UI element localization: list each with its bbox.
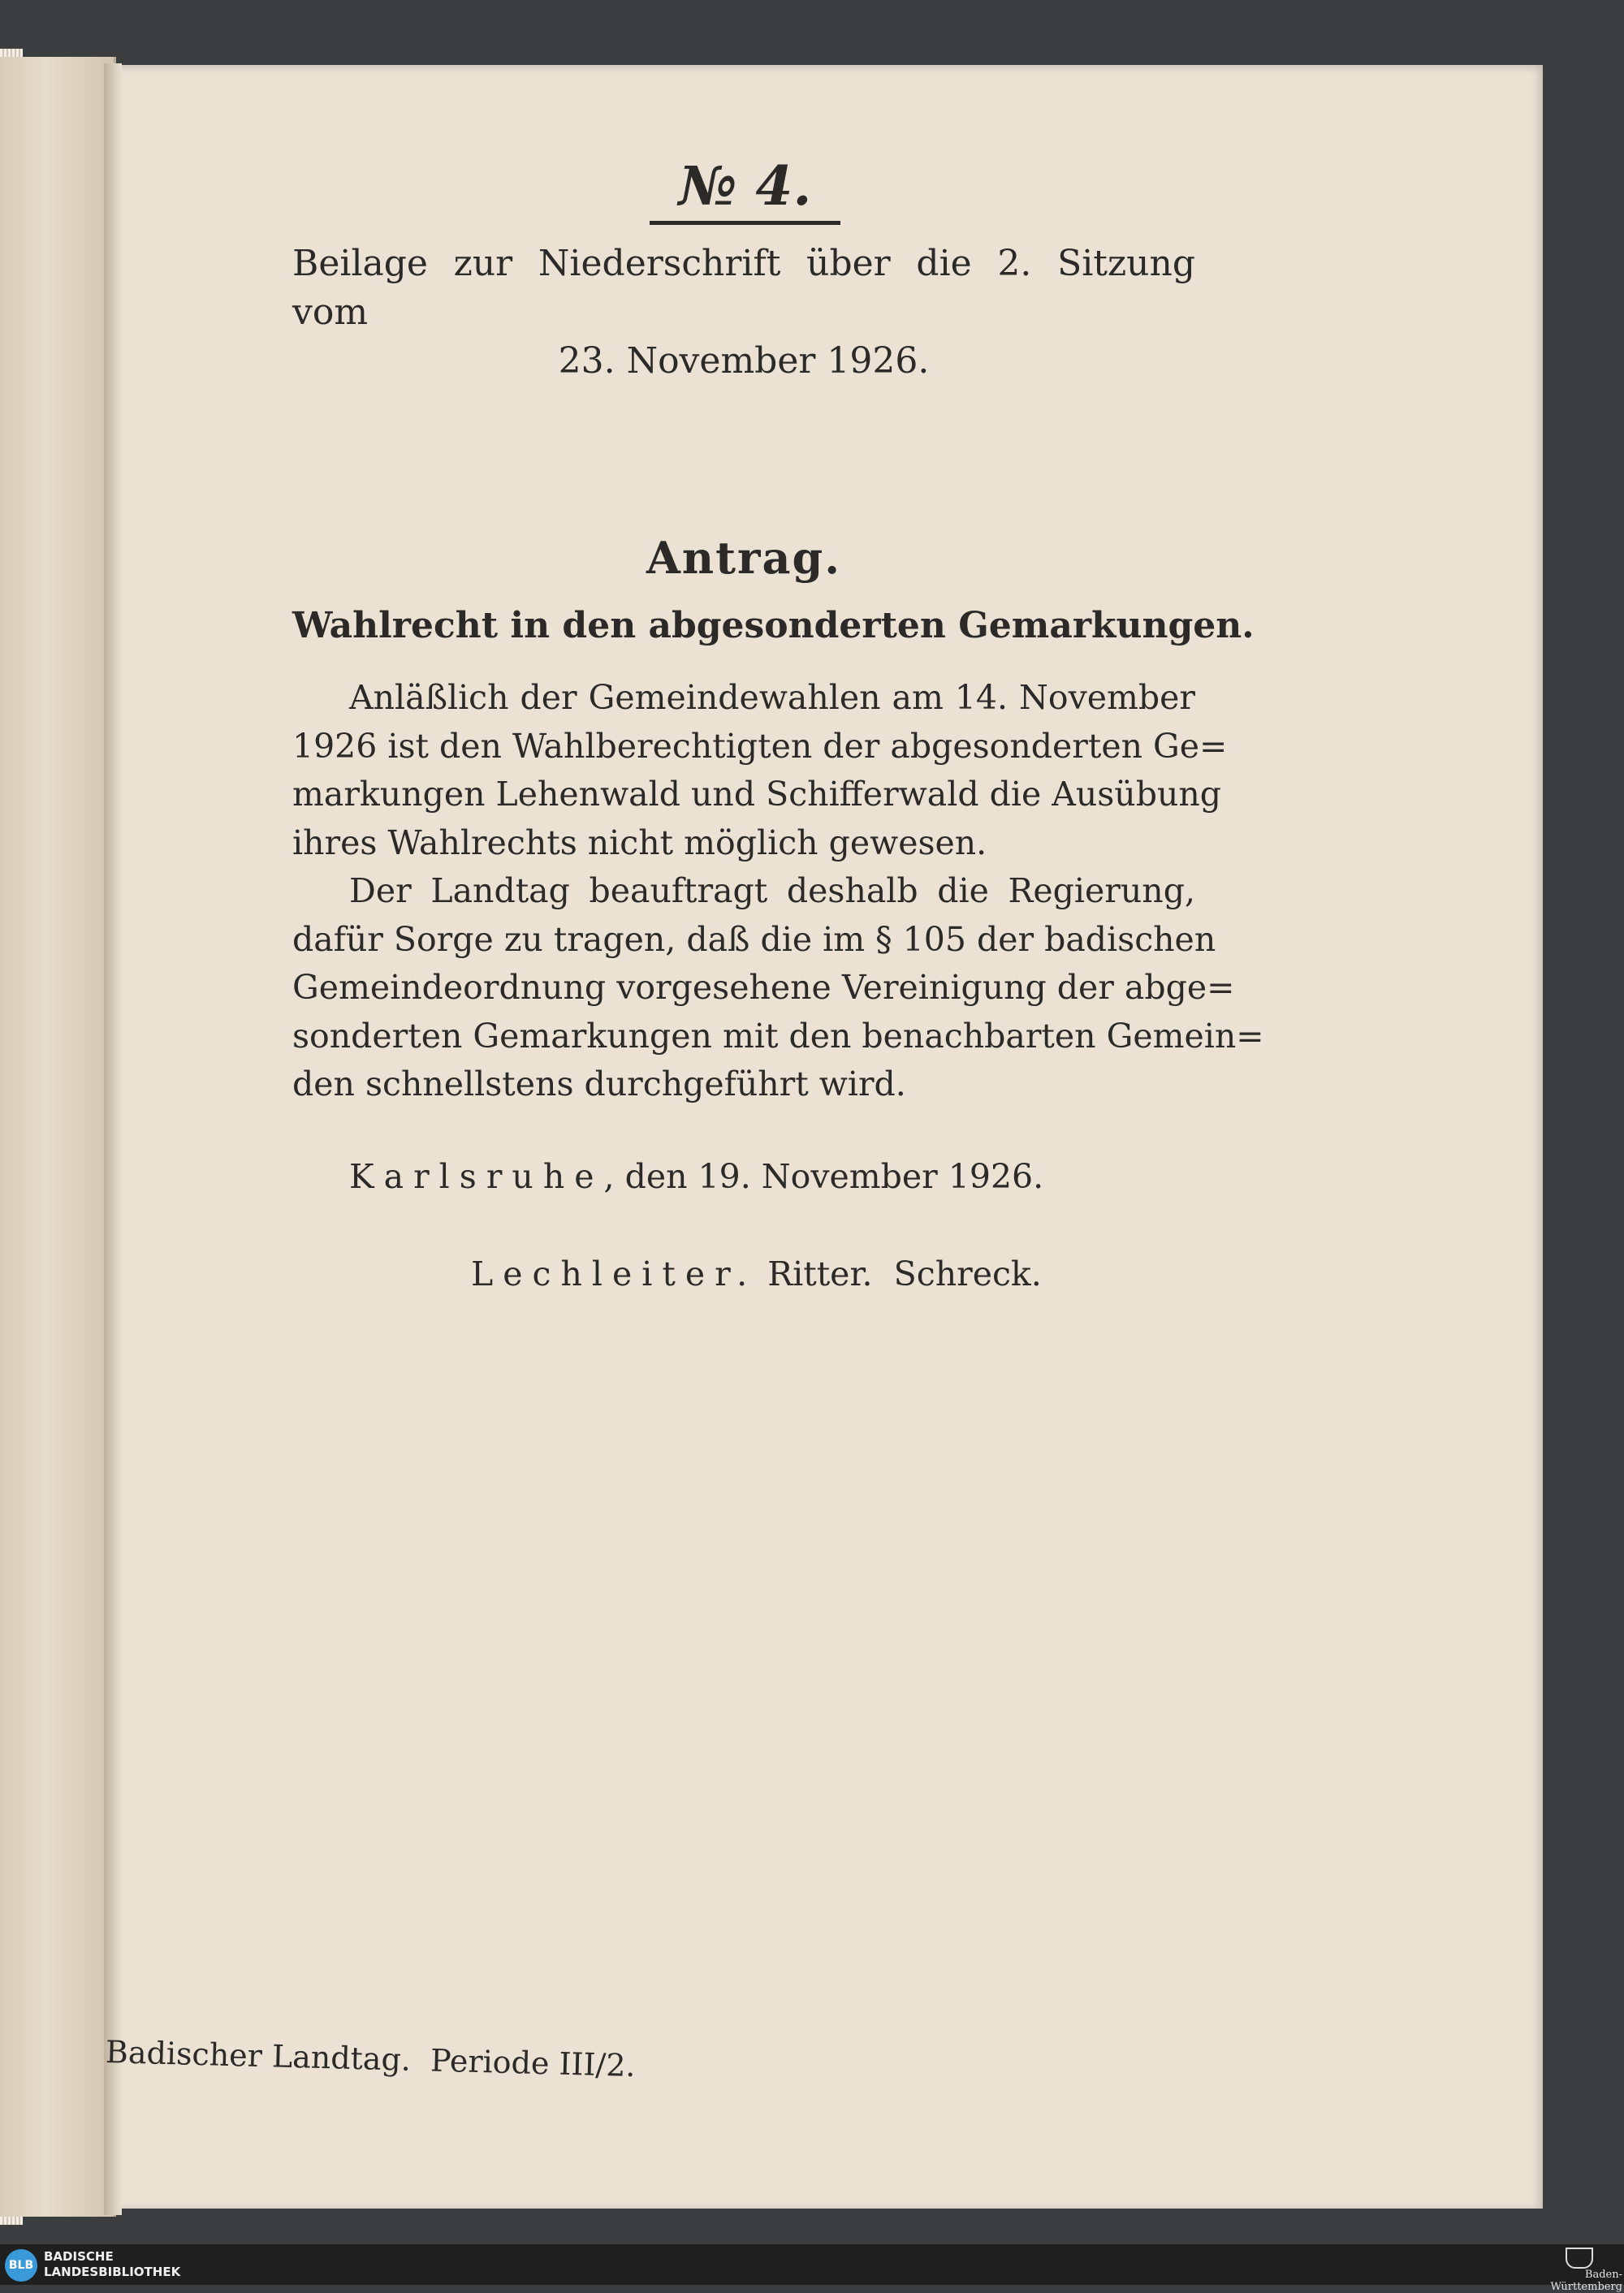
document-title: Antrag. (646, 532, 842, 584)
state-name: Baden-Württemberg (1550, 2269, 1622, 2293)
body-line: Der Landtag beauftragt deshalb die Regierung, (349, 871, 1195, 910)
signature-lechleiter: Lechleiter. (471, 1254, 758, 1293)
body-line: den schnellstens durchgeführt wird. (292, 1064, 906, 1103)
library-name-line-2: LANDESBIBLIOTHEK (44, 2265, 181, 2279)
body-line: Gemeindeordnung vorgesehene Vereinigung der abge= (292, 968, 1235, 1007)
library-name-line-1: BADISCHE (44, 2249, 114, 2264)
facing-page (0, 57, 116, 2217)
beilage-note (292, 240, 1195, 386)
date-place: Karlsruhe (349, 1157, 604, 1196)
blb-logo-icon: BLB (5, 2249, 37, 2282)
book-binding (104, 63, 122, 2215)
body-line: dafür Sorge zu tragen, daß die im § 105 der badischen (292, 919, 1216, 959)
document-page (114, 65, 1543, 2209)
date-line (349, 1157, 1043, 1196)
signatures (471, 1254, 1042, 1293)
library-name (44, 2249, 180, 2280)
document-subtitle: Wahlrecht in den abgesonderten Gemarkungen. (292, 605, 1255, 646)
viewer-bottom-bar (0, 2244, 1624, 2285)
body-line: ihres Wahlrechts nicht möglich gewesen. (292, 823, 987, 862)
date-text: , den 19. November 1926. (603, 1157, 1044, 1196)
signature-others: Ritter. Schreck. (757, 1254, 1042, 1293)
body-text (292, 674, 1264, 1109)
body-line: markungen Lehenwald und Schifferwald die Ausübung (292, 775, 1222, 814)
beilage-line-2: 23. November 1926. (558, 340, 930, 382)
body-line: Anläßlich der Gemeindewahlen am 14. November (349, 678, 1195, 717)
body-line: 1926 ist den Wahlberechtigten der abgesonderten Ge= (292, 726, 1228, 766)
footer-text: Badischer Landtag. Periode III/2. (105, 2034, 637, 2084)
body-line: sonderten Gemarkungen mit den benachbarten Gemein= (292, 1016, 1264, 1056)
document-number: № 4. (650, 154, 840, 225)
beilage-line-1: Beilage zur Niederschrift über die 2. Sitzung vom (292, 243, 1195, 333)
coat-of-arms-icon (1566, 2248, 1593, 2269)
